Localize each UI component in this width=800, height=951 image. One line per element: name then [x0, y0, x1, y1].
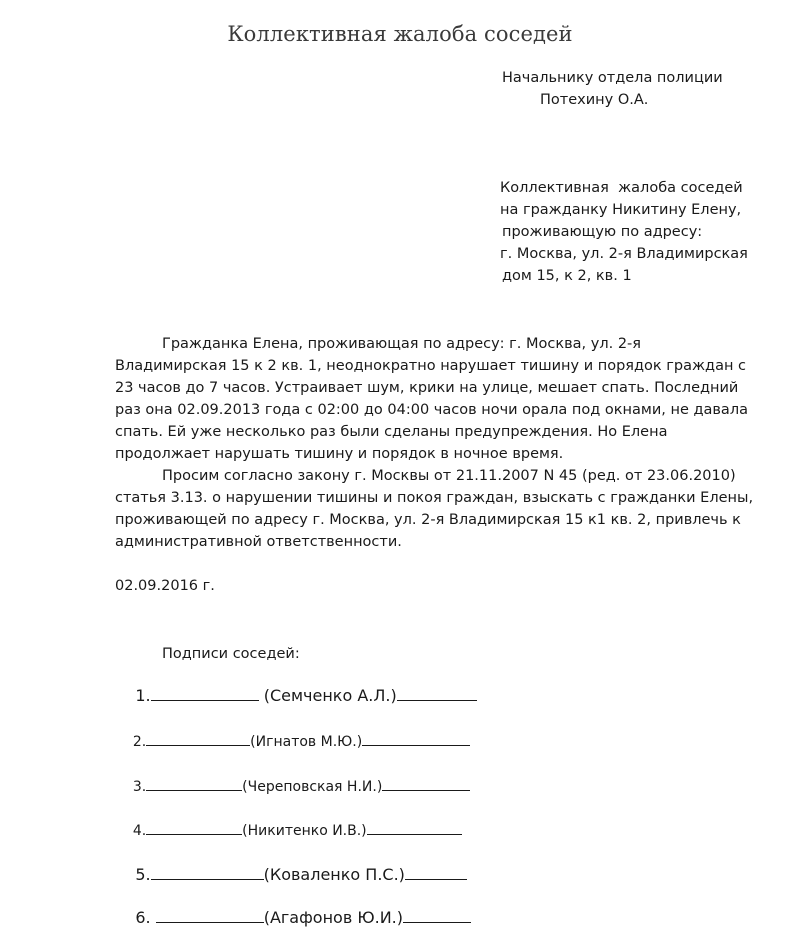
signature-trailing-line	[405, 865, 467, 880]
subject-line: Коллективная жалоба соседей	[500, 180, 743, 196]
addressee-name: Потехину О.А.	[540, 92, 649, 108]
signature-number: 6.	[135, 908, 156, 927]
subject-line: г. Москва, ул. 2-я Владимирская	[500, 246, 748, 262]
addressee-block	[502, 67, 723, 111]
signature-blank-line[interactable]	[146, 820, 242, 835]
addressee-position: Начальнику отдела полиции	[502, 70, 723, 86]
signature-trailing-line	[382, 776, 470, 791]
signature-blank-line[interactable]	[151, 865, 264, 880]
signatures-header: Подписи соседей:	[162, 646, 300, 662]
signature-name: (Череповская Н.И.)	[242, 779, 383, 795]
signature-name: (Семченко А.Л.)	[258, 686, 397, 705]
subject-line: проживающую по адресу:	[502, 224, 703, 240]
signature-name: (Агафонов Ю.И.)	[263, 908, 403, 927]
signature-blank-line[interactable]	[146, 731, 250, 746]
signature-name: (Игнатов М.Ю.)	[250, 734, 363, 750]
signature-number: 2.	[132, 734, 147, 750]
document-title: Коллективная жалоба соседей	[227, 22, 573, 46]
complaint-paragraph: Гражданка Елена, проживающая по адресу: г. Москва, ул. 2-я Владимирская 15 к 2 кв. 1, неоднократно нарушает тишину и порядок граждан с 23 часов до 7 часов. Устраивает шум, крики на улице, мешает спать. Последний раз она 02.09.2013 года с 02:00 до 04:00 часов ночи орала под окнами, не давала спать. Ей уже несколько раз были сделаны предупреждения. Но Елена продолжает нарушать тишину и порядок в ночное время.	[115, 336, 748, 462]
signature-name: (Коваленко П.С.)	[263, 865, 405, 884]
subject-line: дом 15, к 2, кв. 1	[502, 268, 632, 284]
signature-blank-line[interactable]	[151, 686, 259, 701]
signature-number: 4.	[132, 823, 147, 839]
signature-trailing-line	[367, 820, 462, 835]
signature-number: 5.	[135, 865, 151, 884]
signature-row	[115, 885, 471, 951]
signature-blank-line[interactable]	[156, 908, 264, 923]
signature-trailing-line	[403, 908, 471, 923]
document-date: 02.09.2016 г.	[115, 578, 215, 594]
complaint-body	[115, 333, 755, 553]
signature-number: 1.	[135, 686, 151, 705]
request-paragraph: Просим согласно закону г. Москвы от 21.11.2007 N 45 (ред. от 23.06.2010) статья 3.13. о нарушении тишины и покоя граждан, взыскать с гражданки Елены, проживающей по адресу г. Москва, ул. 2-я Владимирская 15 к1 кв. 2, привлечь к административной ответственности.	[115, 468, 754, 550]
signature-trailing-line	[362, 731, 470, 746]
signature-trailing-line	[397, 686, 477, 701]
signature-name: (Никитенко И.В.)	[242, 823, 367, 839]
signature-blank-line[interactable]	[146, 776, 242, 791]
signature-number: 3.	[132, 779, 147, 795]
subject-block	[500, 177, 748, 287]
subject-line: на гражданку Никитину Елену,	[500, 202, 742, 218]
